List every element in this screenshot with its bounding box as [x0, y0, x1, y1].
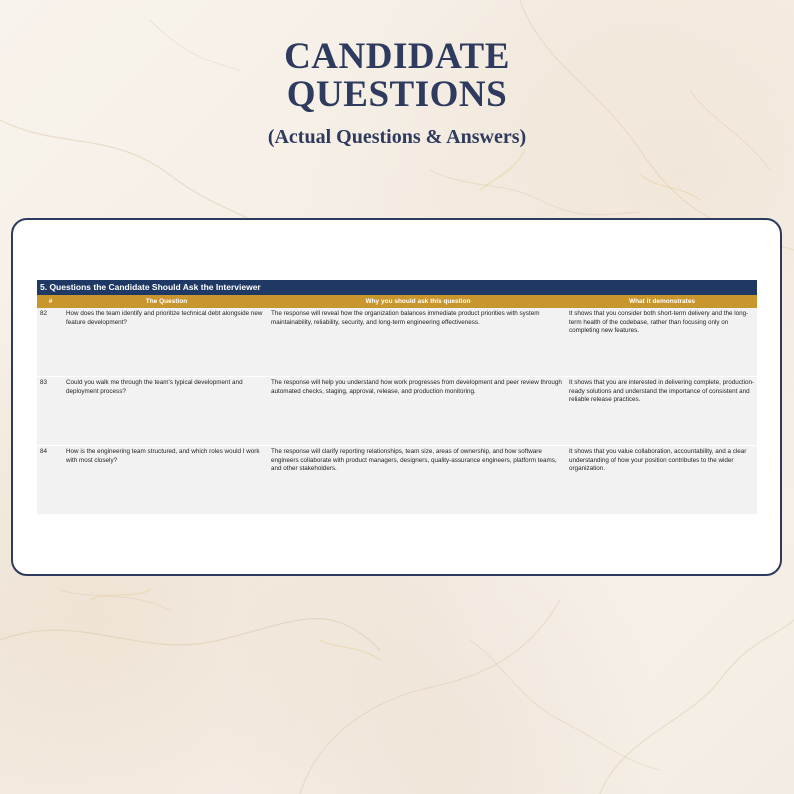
title-line-2: QUESTIONS	[286, 74, 508, 115]
row-why: The response will clarify reporting relationships, team size, areas of ownership, and how software engineers collaborate with product managers, designers, quality-assurance engineers, platform teams, and other stakeholders.	[271, 448, 557, 473]
row-why: The response will help you understand how work progresses from development and peer review through automated checks, staging, approval, release, and production monitoring.	[271, 379, 562, 395]
table-row	[37, 308, 757, 376]
table-row	[37, 445, 757, 514]
section-header: 5. Questions the Candidate Should Ask the Interviewer	[37, 280, 757, 295]
table-row	[37, 376, 757, 445]
row-what: It shows that you consider both short-term delivery and the long-term health of the codebase, rather than focusing only on completing new features.	[569, 310, 749, 335]
column-header-question: The Question	[145, 298, 188, 305]
page-title	[0, 38, 794, 114]
column-header-number: #	[48, 298, 53, 305]
row-question: How does the team identify and prioritize technical debt alongside new feature development?	[66, 310, 263, 326]
page-subtitle: (Actual Questions & Answers)	[267, 126, 527, 148]
title-line-1: CANDIDATE	[284, 36, 510, 77]
row-what: It shows that you are interested in delivering complete, production-ready solutions and understand the importance of consistent and reliable release practices.	[569, 379, 755, 404]
spreadsheet-preview	[37, 280, 757, 514]
column-header-what: What it demonstrates	[628, 298, 696, 305]
row-what: It shows that you value collaboration, accountability, and a clear understanding of how your position contributes to the wider organization.	[569, 448, 747, 473]
row-number: 84	[40, 448, 48, 455]
row-number: 83	[40, 379, 48, 386]
row-question: How is the engineering team structured, and which roles would I work with most closely?	[66, 448, 260, 464]
column-header-row	[37, 295, 757, 308]
column-header-why: Why you should ask this question	[365, 298, 471, 305]
row-question: Could you walk me through the team's typical development and deployment process?	[66, 379, 243, 395]
row-number: 82	[40, 310, 48, 317]
row-why: The response will reveal how the organization balances immediate product priorities with system maintainability, reliability, security, and long-term engineering effectiveness.	[271, 310, 540, 326]
preview-card	[11, 218, 782, 576]
